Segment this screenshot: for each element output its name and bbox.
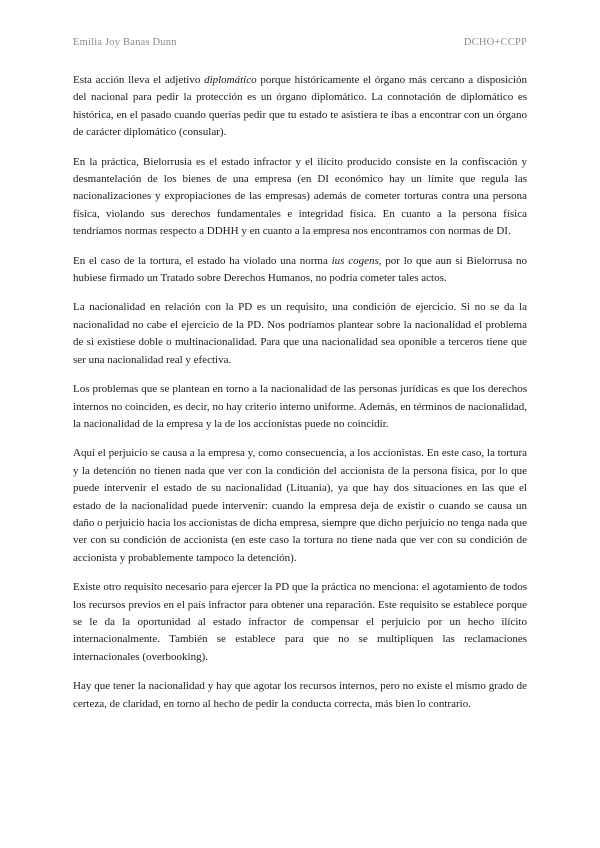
paragraph: Existe otro requisito necesario para ejercer la PD que la práctica no menciona: el agotamiento de todos los recursos previos en el país infractor para obtener una reparación. Este requisito se establece porque se le da la oportunidad al estado infractor de compensar el perjuicio por un hecho ilícito internacionalmente. También se establece para que no se multipliquen las reclamaciones internacionales (overbooking). [73,581,527,663]
paragraph-text: En el caso de la tortura, el estado ha violado una norma [73,254,332,267]
paragraph-text: porque históricamente el órgano más cercano a disposición del nacional para pedir la protección es un órgano diplomático. La connotación de diplomático es histórica, en el pasado cuando querías pedir que tu estado te asistiera te ibas a encontrar con un órgano de carácter diplomático (consular). [73,74,527,139]
paragraph: Los problemas que se plantean en torno a la nacionalidad de las personas jurídicas es que los derechos internos no coinciden, es decir, no hay criterio interno uniforme. Además, en términos de nacionalidad, la nacionalidad de la empresa y la de los accionistas puede no coincidir. [73,383,527,430]
paragraph-emphasis: ius cogens [331,254,379,267]
header-author: Emilia Joy Banas Dunn [73,37,177,48]
page-header [73,37,527,51]
paragraph-emphasis: diplomático [204,74,257,86]
paragraph: En la práctica, Bielorrusia es el estado infractor y el ilícito producido consiste en la confiscación y desmantelación de los bienes de una empresa (en DI económico hay un límite que regula las nacionalizaciones y expropiaciones de las empresas) además de cometer torturas contra una persona física, violando sus derechos fundamentales e integridad física. En cuanto a la persona física tendríamos normas respecto a DDHH y en cuanto a la empresa nos encontramos con normas de DI. [73,155,527,238]
paragraph [73,253,527,288]
header-course: DCHO+CCPP [463,37,527,48]
paragraph-text: , por lo que aun si Bielorrusa no hubiese firmado un Tratado sobre Derechos Humanos, no podría cometer tales actos. [73,254,527,285]
paragraph: Hay que tener la nacionalidad y hay que agotar los recursos internos, pero no existe el mismo grado de certeza, de claridad, en torno al hecho de pedir la conducta correcta, más bien lo contrario. [73,680,527,710]
paragraph: La nacionalidad en relación con la PD es un requisito, una condición de ejercicio. Si no se da la nacionalidad no cabe el ejercicio de la PD. Nos podríamos plantear sobre la nacionalidad el problema de si existiese doble o multinacionalidad. Para que una nacionalidad sea oponible a terceros tiene que ser una nacionalidad real y efectiva. [73,301,527,366]
paragraph [73,72,527,142]
document-body [73,72,527,725]
paragraph-text: Esta acción lleva el adjetivo [73,74,205,86]
paragraph: Aquí el perjuicio se causa a la empresa y, como consecuencia, a los accionistas. En este caso, la tortura y la detención no tienen nada que ver con la condición del accionista de la persona física, por lo que puede intervenir el estado de su nacionalidad (Lituania), ya que hay dos situaciones en las que el estado de la nacionalidad puede intervenir: cuando la empresa deja de existir o cuando se causa un daño o perjuicio hacia los accionistas de dicha empresa, siempre que dicho perjuicio no tenga nada que ver con su condición de accionista (en este caso la tortura no tiene nada que ver con su condición de accionista y probablemente tampoco la detención). [73,447,527,564]
